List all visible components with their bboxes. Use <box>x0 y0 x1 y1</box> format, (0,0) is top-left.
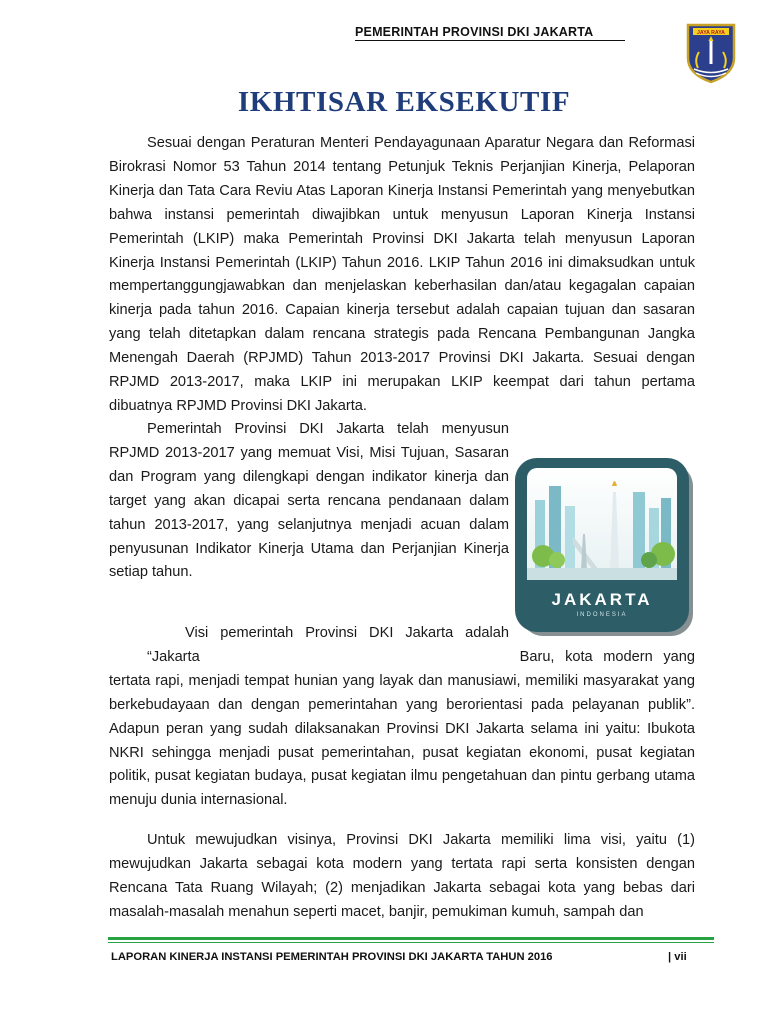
footer-rule-bottom <box>108 942 714 943</box>
paragraph-4: Untuk mewujudkan visinya, Provinsi DKI Jakarta memiliki lima visi, yaitu (1) mewujudkan Jakarta sebagai kota modern yang tertata rapi serta konsisten dengan Rencana Tata Ruang Wilayah; (2) menjadikan Jakarta sebagai kota yang bebas dari masalah-masalah menahun seperti macet, banjir, pemukiman kumuh, sampah dan <box>109 832 695 920</box>
paragraph-3 <box>109 622 695 813</box>
jakarta-crest-logo <box>684 22 738 84</box>
jakarta-city-illustration <box>513 456 698 641</box>
image-sublabel: INDONESIA <box>576 612 628 618</box>
paragraph-3-first-line: Visi pemerintah Provinsi DKI Jakarta adalah “Jakarta <box>147 625 509 665</box>
footer-report-title: LAPORAN KINERJA INSTANSI PEMERINTAH PROVINSI DKI JAKARTA TAHUN 2016 <box>111 951 553 963</box>
footer-rule-top <box>108 937 714 940</box>
image-label: JAKARTA <box>551 590 653 609</box>
paragraph-3-body: Baru, kota modern yang tertata rapi, menjadi tempat hunian yang layak dan manusiawi, memiliki masyarakat yang berkebudayaan dan dengan pemerintahan yang berorientasi pada pelayanan publik”. Adapun peran yang sudah dilaksanakan Provinsi DKI Jakarta selama ini yaitu: Ibukota NKRI sehingga menjadi pusat pemerintahan, pusat kegiatan ekonomi, pusat kegiatan politik, pusat kegiatan budaya, pusat kegiatan ilmu pengetahuan dan pintu gerbang utama menuju dunia internasional. <box>109 648 695 809</box>
paragraph-2: Pemerintah Provinsi DKI Jakarta telah menyusun RPJMD 2013-2017 yang memuat Visi, Misi Tujuan, Sasaran dan Program yang dilengkapi dengan indikator kinerja dan target yang akan dicapai serta rencana pendanaan dalam tahun 2013-2017, yang selanjutnya menjadi acuan dalam penyusunan Indikator Kinerja Utama dan Perjanjian Kinerja setiap tahun. <box>109 421 509 581</box>
page-title: IKHTISAR EKSEKUTIF <box>237 86 571 118</box>
svg-text:JAYA RAYA: JAYA RAYA <box>697 30 725 36</box>
paragraph-1: Sesuai dengan Peraturan Menteri Pendayagunaan Aparatur Negara dan Reformasi Birokrasi Nomor 53 Tahun 2014 tentang Petunjuk Teknis Perjanjian Kinerja, Pelaporan Kinerja dan Tata Cara Reviu Atas Laporan Kinerja Instansi Pemerintah yang menyebutkan bahwa instansi pemerintah diwajibkan untuk menyusun Laporan Kinerja Instansi Pemerintah (LKIP) maka Pemerintah Provinsi DKI Jakarta telah menyusun Laporan Kinerja Instansi Pemerintah (LKIP) Tahun 2016. LKIP Tahun 2016 ini dimaksudkan untuk mempertanggungjawabkan dan menjelaskan keberhasilan dan/atau kegagalan capaian kinerja pada tahun 2016. Capaian kinerja tersebut adalah capaian tujuan dan sasaran yang telah ditetapkan dalam rencana strategis pada Rencana Pembangunan Jangka Menengah Daerah (RPJMD) Tahun 2013-2017 Provinsi DKI Jakarta. Sesuai dengan RPJMD 2013-2017, maka LKIP ini merupakan LKIP keempat dari tahun pertama dibuatnya RPJMD Provinsi DKI Jakarta. <box>109 135 695 414</box>
page-header-title: PEMERINTAH PROVINSI DKI JAKARTA <box>355 25 625 41</box>
footer-page-number: | vii <box>668 951 687 963</box>
